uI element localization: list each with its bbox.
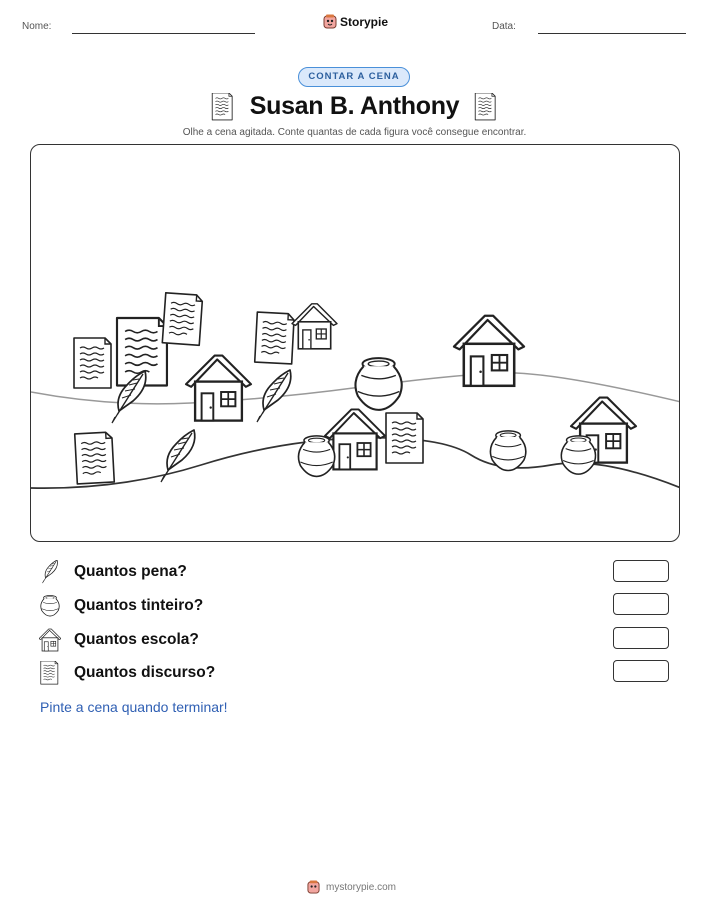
speech-paper <box>162 293 202 345</box>
speech-paper <box>75 432 115 484</box>
question-label: Quantos pena? <box>74 563 187 580</box>
site-url: mystorypie.com <box>326 881 397 893</box>
storypie-logo <box>323 14 388 29</box>
question-speech <box>39 661 216 685</box>
page-title: Susan B. Anthony <box>249 92 460 120</box>
speech-icon <box>210 93 236 121</box>
instructions: Olhe a cena agitada. Conte quantas de cada figura você consegue encontrar. <box>182 127 527 138</box>
name-line[interactable] <box>72 33 255 34</box>
inkwell-pot <box>355 358 401 410</box>
question-label: Quantos discurso? <box>74 664 216 681</box>
question-school <box>39 628 199 652</box>
inkwell-pot <box>490 431 525 471</box>
school-house <box>186 356 251 421</box>
answer-box-inkwell[interactable] <box>613 593 669 615</box>
answer-box-school[interactable] <box>613 627 669 649</box>
inkwell-pot <box>298 436 334 477</box>
speech-icon <box>473 93 499 121</box>
answer-box-speech[interactable] <box>613 660 669 682</box>
scene-illustration <box>31 145 680 542</box>
question-label: Quantos tinteiro? <box>74 597 204 614</box>
title-row <box>0 92 709 121</box>
speech-paper <box>255 312 295 364</box>
speech-paper <box>74 338 111 388</box>
storypie-mascot-icon <box>323 14 337 29</box>
site-footer <box>307 880 396 894</box>
quill-feather <box>161 430 195 482</box>
question-inkwell <box>39 594 204 618</box>
activity-badge: CONTAR A CENA <box>298 67 410 87</box>
date-line[interactable] <box>538 33 686 34</box>
name-label: Nome: <box>22 21 52 32</box>
brand-name: Storypie <box>340 14 389 29</box>
school-icon <box>39 628 61 652</box>
storypie-mascot-icon <box>307 880 320 894</box>
coloring-instruction: Pinte a cena quando terminar! <box>40 699 228 715</box>
speech-paper <box>386 413 423 463</box>
answer-box-quill[interactable] <box>613 560 669 582</box>
speech-icon <box>39 661 61 685</box>
date-label: Data: <box>492 21 516 32</box>
quill-icon <box>39 560 61 584</box>
counting-scene <box>30 144 680 542</box>
question-quill <box>39 560 187 584</box>
school-house <box>292 304 337 349</box>
inkwell-icon <box>39 594 61 618</box>
school-house <box>454 316 524 386</box>
question-label: Quantos escola? <box>74 631 199 648</box>
inkwell-pot <box>561 436 595 474</box>
